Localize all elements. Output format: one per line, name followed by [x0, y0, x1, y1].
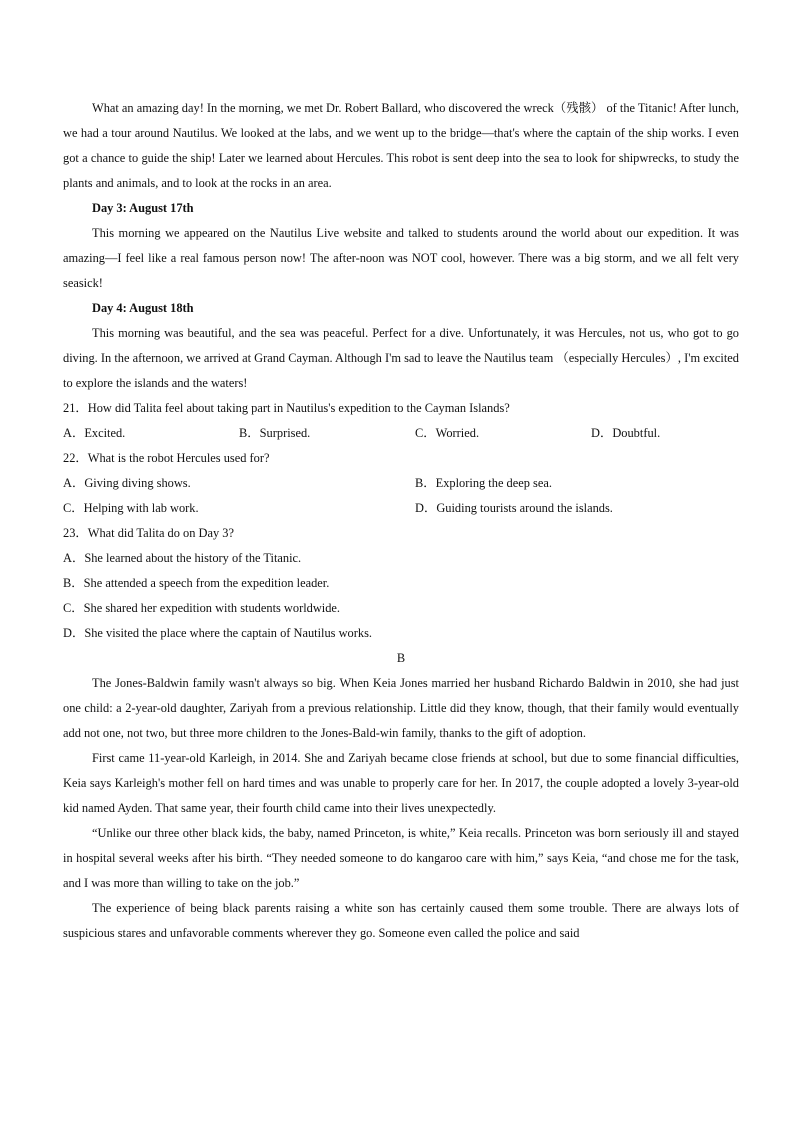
- question-23-option-b: B．She attended a speech from the expedition leader.: [63, 576, 330, 590]
- question-21-stem: 21．How did Talita feel about taking part in Nautilus's expedition to the Cayman Islands?: [63, 401, 510, 415]
- question-22-options-row-2: [63, 496, 739, 521]
- question-21-options: [63, 421, 739, 446]
- question-22-options-row-1: [63, 471, 739, 496]
- question-21-option-d: D．Doubtful.: [591, 426, 661, 440]
- question-23-stem: 23．What did Talita do on Day 3?: [63, 526, 234, 540]
- passage-b-paragraph-2: First came 11-year-old Karleigh, in 2014. She and Zariyah became close friends at school, but due to some financial difficulties, Keia says Karleigh's mother fell on hard times and was unable to properly care for her. In 2017, the couple adopted a lovely 3-year-old kid named Ayden. That same year, their fourth child came into their lives unexpectedly.: [63, 751, 739, 815]
- question-23-option-c: C．She shared her expedition with students worldwide.: [63, 601, 341, 615]
- passage-b-paragraph-3: “Unlike our three other black kids, the baby, named Princeton, is white,” Keia recalls. Princeton was born seriously ill and stayed in hospital several weeks after his birth. “They needed someone to do kangaroo care with him,” says Keia, “and chose me for the task, and I was more than willing to take on the job.”: [63, 826, 739, 890]
- question-22-option-a: A．Giving diving shows.: [63, 476, 191, 490]
- passage-b-paragraph-1: The Jones-Baldwin family wasn't always so big. When Keia Jones married her husband Richardo Baldwin in 2010, she had just one child: a 2-year-old daughter, Zariyah from a previous relationship. Little did they know, though, that their family would eventually add not one, not two, but three more children to the Jones-Bald-win family, thanks to the gift of adoption.: [63, 676, 739, 740]
- document-page: [63, 96, 739, 946]
- day4-paragraph: This morning was beautiful, and the sea was peaceful. Perfect for a dive. Unfortunately, it was Hercules, not us, who got to go diving. In the afternoon, we arrived at Grand Cayman. Although I'm sad to leave the Nautilus team （especially Hercules）, I'm excited to explore the islands and the waters!: [63, 326, 739, 390]
- day4-heading: Day 4: August 18th: [92, 301, 194, 315]
- question-23-option-a: A．She learned about the history of the Titanic.: [63, 551, 302, 565]
- question-21-option-a: A．Excited.: [63, 426, 126, 440]
- passage-b-paragraph-4: The experience of being black parents raising a white son has certainly caused them some trouble. There are always lots of suspicious stares and unfavorable comments wherever they go. Someone even called the police and said: [63, 901, 739, 940]
- question-21-option-b: B．Surprised.: [239, 426, 311, 440]
- day3-heading: Day 3: August 17th: [92, 201, 194, 215]
- question-22-option-b: B．Exploring the deep sea.: [415, 476, 552, 490]
- question-23-option-d: D．She visited the place where the captain of Nautilus works.: [63, 626, 372, 640]
- day3-paragraph: This morning we appeared on the Nautilus Live website and talked to students around the world about our expedition. It was amazing—I feel like a real famous person now! The after-noon was NOT cool, however. There was a big storm, and we all felt very seasick!: [63, 226, 739, 290]
- question-22-option-d: D．Guiding tourists around the islands.: [415, 501, 613, 515]
- passage-b-label: B: [396, 651, 406, 665]
- passage-a-paragraph-1: What an amazing day! In the morning, we met Dr. Robert Ballard, who discovered the wreck（残骸） of the Titanic! After lunch, we had a tour around Nautilus. We looked at the labs, and we went up to the bridge—that's where the captain of the ship works. I even got a chance to guide the ship! Later we learned about Hercules. This robot is sent deep into the sea to look for shipwrecks, to study the plants and animals, and to look at the rocks in an area.: [63, 101, 739, 190]
- question-21-option-c: C．Worried.: [415, 426, 480, 440]
- question-22-option-c: C．Helping with lab work.: [63, 501, 199, 515]
- question-22-stem: 22．What is the robot Hercules used for?: [63, 451, 270, 465]
